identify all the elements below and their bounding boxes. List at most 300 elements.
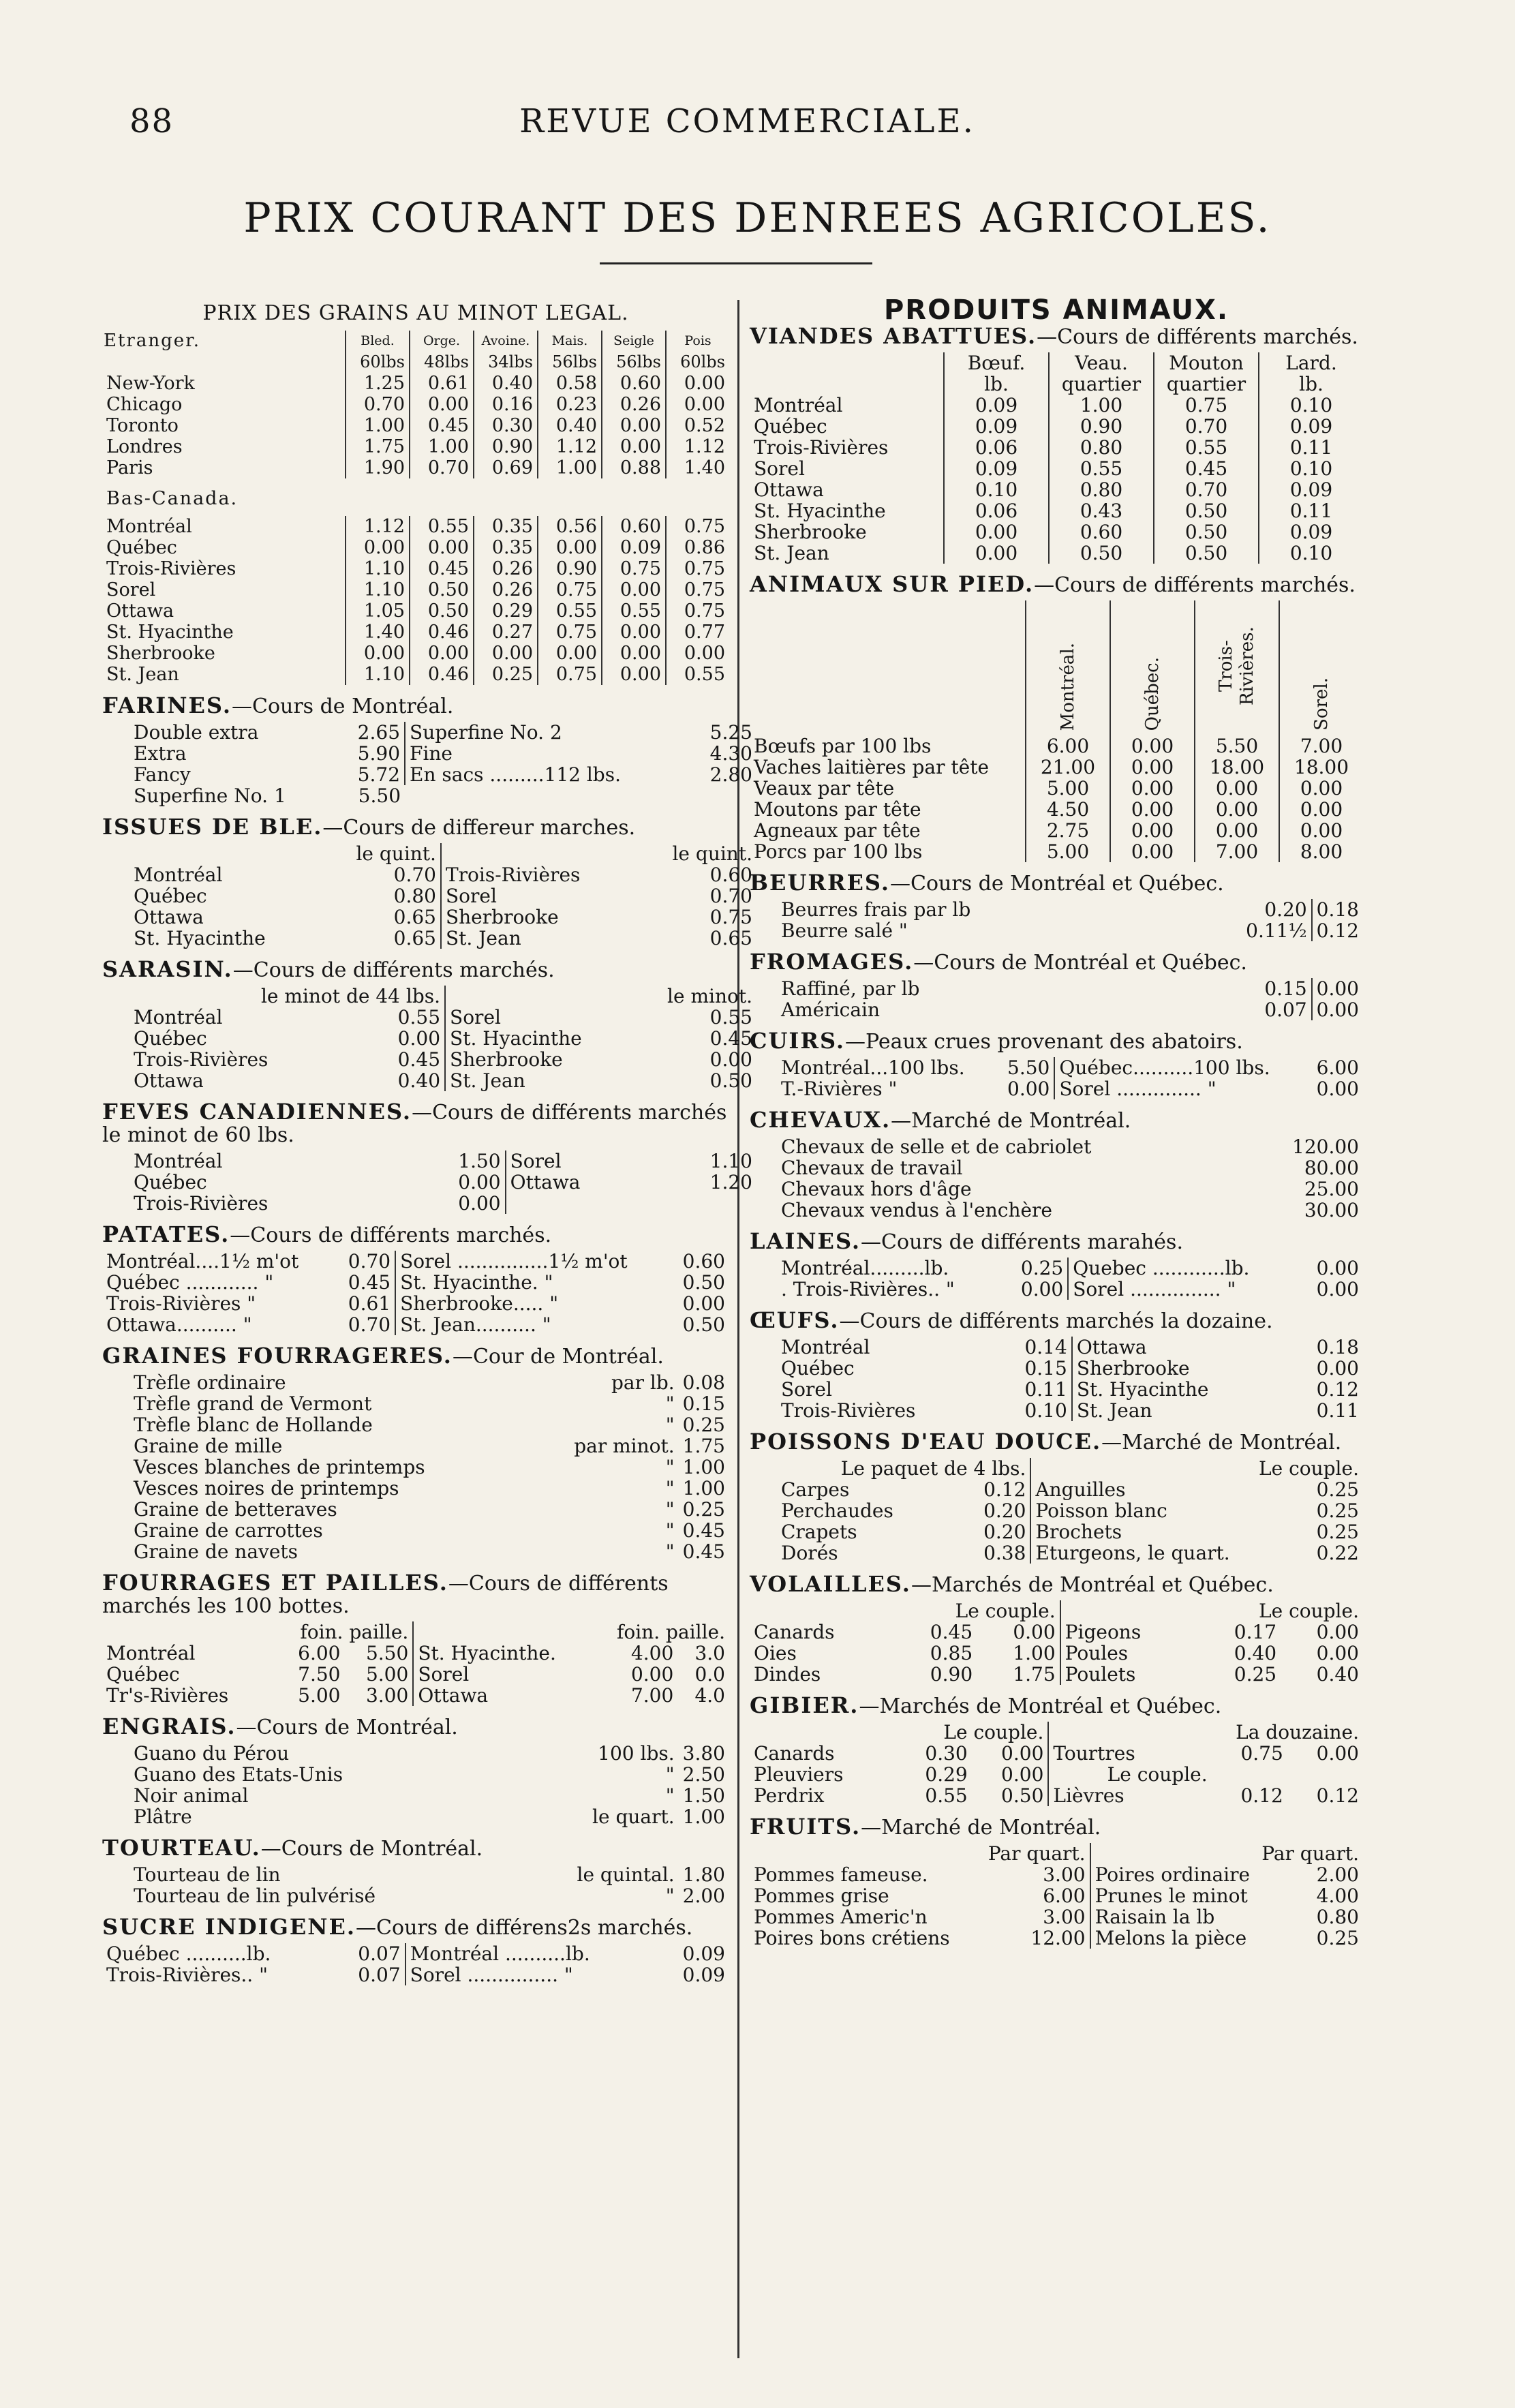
item-label: Sorel	[445, 1007, 674, 1028]
grains-row	[102, 622, 729, 643]
viandes-price: 0.10	[1259, 458, 1363, 479]
animaux-item: Vaches laitières par tête	[754, 756, 990, 778]
item-label: Canards	[754, 1621, 835, 1643]
item-price: 0.60	[682, 1250, 725, 1272]
tourteau-title: TOURTEAU.	[102, 1835, 261, 1861]
grains-unit: 56lbs	[602, 352, 666, 373]
item-value: "	[665, 1456, 675, 1478]
item-price: 0.65	[709, 927, 752, 949]
grains-col-header: Orge.	[410, 331, 474, 352]
animaux-title: ANIMAUX SUR PIED.	[750, 571, 1035, 597]
item-label: Trèfle ordinaire	[134, 1371, 286, 1394]
item-label: Guano du Pérou	[134, 1742, 290, 1765]
chevaux-table	[777, 1136, 1363, 1221]
item-value: 0.18	[1312, 899, 1363, 920]
table-row	[102, 1685, 729, 1706]
item-label: Graine de betteraves	[134, 1498, 337, 1521]
item-price: 1.50	[458, 1150, 501, 1172]
volailles-heading	[750, 1573, 1363, 1596]
unit-label: Le couple.	[1048, 1764, 1211, 1785]
animaux-col-header	[1026, 600, 1110, 735]
viandes-col-header: Lard.	[1259, 352, 1363, 374]
units-row	[129, 986, 756, 1007]
item-label: Tr's-Rivières	[106, 1684, 229, 1707]
patates-heading	[102, 1223, 729, 1247]
item-value: 0.20	[1264, 898, 1307, 921]
table-row	[750, 1621, 1363, 1643]
animaux-price: 0.00	[1110, 778, 1195, 799]
viandes-price: 0.55	[1049, 458, 1154, 479]
animaux-price: 0.00	[1195, 778, 1279, 799]
item-value: 0.00	[1001, 1763, 1044, 1786]
item-price: 0.00	[1316, 1278, 1359, 1300]
item-price: 0.07	[358, 1942, 401, 1965]
grains-row	[102, 579, 729, 600]
item-label: St. Hyacinthe. "	[395, 1272, 670, 1293]
item-price: 0.07	[358, 1964, 401, 1986]
grains-price: 0.69	[474, 457, 538, 478]
animaux-price: 2.75	[1026, 820, 1110, 841]
item-value: le quintal.	[577, 1863, 675, 1886]
item-value: 1.00	[682, 1456, 725, 1478]
item-price: 0.22	[1316, 1542, 1359, 1564]
table-row	[129, 1372, 729, 1393]
fruits-title: FRUITS.	[750, 1814, 861, 1840]
page-title: PRIX COURANT DES DENREES AGRICOLES.	[243, 194, 1272, 242]
grains-price: 0.46	[410, 622, 474, 643]
grains-price: 0.50	[410, 579, 474, 600]
oeufs-table	[777, 1337, 1363, 1421]
grains-price: 0.52	[666, 415, 729, 436]
item-price: 0.70	[709, 885, 752, 907]
table-row	[129, 722, 756, 743]
item-label: Montréal	[134, 864, 223, 886]
gibier-heading	[750, 1694, 1363, 1718]
item-label: Québec	[134, 1027, 207, 1050]
viandes-units-row	[750, 374, 1363, 395]
viandes-price: 0.60	[1049, 521, 1154, 543]
grains-price: 0.00	[346, 643, 410, 664]
fruits-subtitle: —Marché de Montréal.	[861, 1816, 1101, 1840]
table-row	[102, 1251, 729, 1272]
sarasin-table	[129, 986, 756, 1091]
item-label: Québec ..........lb.	[106, 1942, 271, 1965]
oeufs-subtitle: —Cours de différents marchés la dozaine.	[839, 1309, 1273, 1333]
column-divider	[737, 300, 739, 2358]
grains-price: 0.00	[602, 622, 666, 643]
viandes-price: 0.11	[1259, 437, 1363, 458]
item-price: 0.12	[983, 1478, 1026, 1501]
grains-col-header: Mais.	[538, 331, 602, 352]
table-row	[129, 1743, 729, 1764]
item-price: 0.00	[1316, 1357, 1359, 1380]
grains-price: 0.35	[474, 516, 538, 537]
item-price: 0.14	[1024, 1336, 1067, 1358]
viandes-col-header: Mouton	[1154, 352, 1259, 374]
item-label: Canards	[754, 1742, 835, 1765]
grains-price: 0.00	[666, 373, 729, 394]
item-price: 0.20	[983, 1499, 1026, 1522]
item-price: 0.40	[397, 1069, 441, 1092]
grains-unit: 48lbs	[410, 352, 474, 373]
grains-price: 0.56	[538, 516, 602, 537]
grains-price: 0.09	[602, 537, 666, 558]
item-label: Vesces noires de printemps	[134, 1477, 399, 1499]
table-row	[129, 1049, 756, 1070]
viandes-price: 0.10	[1259, 395, 1363, 416]
unit-label: Par quart.	[988, 1842, 1086, 1865]
table-row	[777, 899, 1363, 920]
unit-label: Le couple.	[943, 1721, 1044, 1743]
grains-price: 1.75	[346, 436, 410, 457]
item-price: 0.38	[983, 1542, 1026, 1564]
grains-price: 0.26	[602, 394, 666, 415]
item-value: "	[665, 1763, 675, 1786]
item-label: Double extra	[134, 721, 259, 744]
item-price: 0.11	[1024, 1378, 1067, 1401]
grains-market: Londres	[106, 436, 183, 457]
cuirs-subtitle: —Peaux crues provenant des abatoirs.	[845, 1030, 1243, 1054]
item-label: Pigeons	[1060, 1621, 1199, 1643]
item-value: 0.12	[1316, 1784, 1359, 1807]
gibier-title: GIBIER.	[750, 1692, 859, 1718]
item-price: 0.70	[348, 1313, 391, 1336]
item-label: Extra	[134, 742, 187, 765]
grains-row	[102, 600, 729, 622]
item-label: Sherbrooke..... "	[395, 1293, 670, 1314]
item-label: Raffiné, par lb	[781, 977, 920, 1000]
item-price: 0.50	[709, 1069, 752, 1092]
grains-price: 0.55	[602, 600, 666, 622]
grains-price: 0.86	[666, 537, 729, 558]
item-price: 0.25	[1020, 1257, 1064, 1279]
item-value: 0.40	[1234, 1642, 1277, 1664]
beurres-subtitle: —Cours de Montréal et Québec.	[890, 872, 1224, 896]
table-row	[102, 1293, 729, 1314]
grains-local-body	[102, 516, 729, 685]
item-label: . Trois-Rivières.. "	[781, 1278, 955, 1300]
item-value: 0.45	[682, 1519, 725, 1542]
item-price: 0.65	[393, 906, 436, 928]
farines-title: FARINES.	[102, 692, 232, 718]
grains-market: St. Jean	[106, 664, 179, 685]
item-label: Sorel ............... "	[1068, 1279, 1300, 1300]
table-row	[750, 1906, 1363, 1927]
table-row	[129, 1070, 756, 1091]
feves-title: FEVES CANADIENNES.	[102, 1099, 412, 1125]
grains-group-header: Etranger.	[104, 331, 200, 351]
table-row	[129, 1435, 729, 1457]
table-row	[129, 1806, 729, 1827]
animaux-price: 0.00	[1110, 820, 1195, 841]
item-label: Poires ordinaire	[1090, 1864, 1299, 1885]
units-row	[777, 1458, 1363, 1479]
grains-header-row	[102, 331, 729, 352]
item-price: 0.45	[397, 1048, 441, 1071]
item-value: 5.00	[298, 1684, 341, 1707]
item-value: 3.00	[365, 1684, 409, 1707]
grains-local-header-row	[102, 478, 729, 516]
viandes-table	[750, 352, 1363, 564]
engrais-subtitle: —Cours de Montréal.	[236, 1716, 458, 1739]
item-price: 3.00	[1043, 1906, 1086, 1928]
fourrages-heading	[102, 1572, 729, 1617]
table-row	[129, 1457, 729, 1478]
title-rule	[600, 262, 872, 264]
unit-label: le minot.	[445, 986, 756, 1007]
table-row	[129, 1864, 729, 1885]
unit-label: Le couple.	[1030, 1458, 1363, 1479]
animaux-col-label: Trois-Rivières.	[1216, 626, 1257, 705]
grains-price: 0.00	[410, 394, 474, 415]
viandes-row	[750, 479, 1363, 500]
item-value: 0.00	[1316, 1621, 1359, 1643]
item-value: 0.00	[1312, 999, 1363, 1020]
item-label: Vesces blanches de printemps	[134, 1456, 425, 1478]
item-label: Montréal.........lb.	[781, 1257, 949, 1279]
grains-price: 1.90	[346, 457, 410, 478]
grains-price: 0.26	[474, 558, 538, 579]
table-row	[750, 1643, 1363, 1664]
item-label: Graine de carrottes	[134, 1519, 323, 1542]
animaux-item: Moutons par tête	[754, 798, 921, 821]
grains-price: 0.40	[474, 373, 538, 394]
animaux-subtitle: —Cours de différents marchés.	[1034, 573, 1356, 597]
table-row	[750, 1864, 1363, 1885]
grains-local-header: Bas-Canada.	[106, 488, 239, 509]
animaux-price: 0.00	[1195, 799, 1279, 820]
table-row	[129, 906, 756, 928]
item-label: Eturgeons, le quart.	[1030, 1542, 1296, 1564]
viandes-price: 0.10	[1259, 543, 1363, 564]
grains-price: 1.12	[538, 436, 602, 457]
table-row	[129, 1541, 729, 1562]
viandes-market: Ottawa	[754, 478, 824, 501]
item-price: 0.00	[1020, 1278, 1064, 1300]
grains-row	[102, 394, 729, 415]
item-label: Montréal	[781, 1336, 870, 1358]
item-label: Trois-Rivières.. "	[106, 1964, 268, 1986]
viandes-col-header: Bœuf.	[944, 352, 1049, 374]
item-label: Sorel .............. "	[1054, 1078, 1305, 1099]
item-label: Crapets	[781, 1521, 857, 1543]
page-number: 88	[129, 102, 174, 140]
grains-market: Sherbrooke	[106, 643, 215, 664]
right-column	[750, 294, 1363, 2351]
item-price: 6.00	[1316, 1056, 1359, 1079]
fourrages-subtitle: —Cours de différents marchés les 100 bottes.	[102, 1572, 669, 1618]
beurres-heading	[750, 872, 1363, 895]
grains-price: 0.00	[538, 537, 602, 558]
item-label: Tourtres	[1048, 1743, 1211, 1764]
grains-price: 0.00	[602, 415, 666, 436]
item-price: 0.09	[682, 1964, 725, 1986]
animaux-col-label: Montréal.	[1057, 642, 1078, 731]
animaux-row	[750, 778, 1363, 799]
table-row	[777, 1400, 1363, 1421]
viandes-market: Montréal	[754, 394, 843, 416]
volailles-subtitle: —Marchés de Montréal et Québec.	[910, 1573, 1274, 1597]
grains-price: 0.55	[410, 516, 474, 537]
item-label: Dindes	[754, 1663, 821, 1686]
item-price: 0.12	[1316, 1378, 1359, 1401]
patates-table	[102, 1251, 729, 1335]
gibier-subtitle: —Marchés de Montréal et Québec.	[859, 1694, 1222, 1718]
item-price: 0.15	[1024, 1357, 1067, 1380]
grains-price: 1.00	[346, 415, 410, 436]
item-price: 0.25	[1316, 1499, 1359, 1522]
item-value: 100 lbs.	[598, 1742, 675, 1765]
grains-market: Ottawa	[106, 600, 174, 622]
animaux-price: 4.50	[1026, 799, 1110, 820]
item-label: Ottawa	[506, 1172, 658, 1193]
poissons-table	[777, 1458, 1363, 1564]
item-label: Ottawa	[413, 1685, 610, 1706]
table-row	[129, 1028, 756, 1049]
grains-price: 0.75	[538, 622, 602, 643]
laines-table	[777, 1258, 1363, 1300]
table-row	[129, 1499, 729, 1520]
fruits-table	[750, 1843, 1363, 1949]
item-value: 0.25	[1234, 1663, 1277, 1686]
animaux-col-header	[1195, 600, 1279, 735]
table-row	[777, 999, 1363, 1020]
grains-market: Sorel	[106, 579, 156, 600]
item-label: St. Hyacinthe.	[413, 1643, 610, 1664]
item-price: 0.00	[1316, 1078, 1359, 1100]
item-value: 0.15	[1264, 977, 1307, 1000]
table-row	[777, 920, 1363, 941]
viandes-title: VIANDES ABATTUES.	[750, 323, 1037, 349]
item-value: 5.00	[365, 1663, 409, 1686]
table-row	[129, 785, 756, 806]
unit-label: Le couple.	[955, 1600, 1056, 1622]
item-label: Trois-Rivières	[134, 1048, 269, 1071]
item-value: 0.00	[1312, 978, 1363, 999]
feves-table	[129, 1150, 756, 1214]
sarasin-title: SARASIN.	[102, 956, 233, 982]
unit-label: Le couple.	[1060, 1600, 1363, 1621]
viandes-row	[750, 458, 1363, 479]
issues-table	[129, 843, 756, 949]
item-label: Oies	[754, 1642, 797, 1664]
item-price: 0.00	[1316, 1257, 1359, 1279]
grains-table	[102, 331, 729, 685]
animaux-price: 5.00	[1026, 841, 1110, 862]
grains-price: 0.26	[474, 579, 538, 600]
table-row	[129, 1520, 729, 1541]
grains-market: Toronto	[106, 415, 179, 436]
item-label: Québec	[106, 1663, 180, 1686]
animaux-header-row	[750, 600, 1363, 735]
item-value: 1.50	[682, 1784, 725, 1807]
animaux-item: Bœufs par 100 lbs	[754, 735, 932, 757]
item-label	[506, 1193, 658, 1214]
item-price: 0.00	[458, 1171, 501, 1193]
grains-market: Montréal	[106, 516, 192, 537]
item-value	[1287, 1764, 1363, 1785]
item-label: Chevaux vendus à l'enchère	[781, 1199, 1053, 1221]
item-label: Ottawa	[1072, 1337, 1286, 1358]
item-label: Pommes Americ'n	[754, 1906, 928, 1928]
item-price: 5.25	[709, 721, 752, 744]
animaux-price: 0.00	[1195, 820, 1279, 841]
item-value: 1.80	[682, 1863, 725, 1886]
oeufs-heading	[750, 1309, 1363, 1332]
grains-price: 0.55	[666, 664, 729, 685]
viandes-price: 0.00	[944, 543, 1049, 564]
table-row	[129, 1764, 729, 1785]
table-row	[129, 1785, 729, 1806]
item-value: "	[665, 1885, 675, 1907]
item-value: "	[665, 1392, 675, 1415]
sucre-title: SUCRE INDIGENE.	[102, 1914, 356, 1940]
unit-label: foin. paille.	[300, 1621, 409, 1643]
animaux-price: 0.00	[1110, 735, 1195, 757]
item-price: 12.00	[1030, 1927, 1086, 1949]
item-price: 0.10	[1024, 1399, 1067, 1422]
grains-price: 0.70	[410, 457, 474, 478]
item-value: 30.00	[1304, 1199, 1359, 1221]
item-value: 1.00	[1013, 1642, 1056, 1664]
volailles-title: VOLAILLES.	[750, 1571, 911, 1597]
table-row	[102, 1314, 729, 1335]
item-label: Raisain la lb	[1090, 1906, 1299, 1927]
item-price: 0.00	[397, 1027, 441, 1050]
viandes-price: 0.09	[944, 416, 1049, 437]
item-value: 0.45	[682, 1540, 725, 1563]
item-value: 0.25	[682, 1414, 725, 1436]
animaux-price: 8.00	[1279, 841, 1363, 862]
item-price: 0.55	[709, 1006, 752, 1028]
viandes-subtitle: —Cours de différents marchés.	[1037, 325, 1358, 349]
animaux-body	[750, 735, 1363, 862]
grains-price: 1.12	[666, 436, 729, 457]
table-row	[777, 1500, 1363, 1521]
farines-subtitle: —Cours de Montréal.	[231, 695, 454, 718]
animaux-heading	[750, 573, 1363, 596]
item-label: St. Hyacinthe	[134, 927, 266, 949]
item-label: Sorel	[781, 1378, 832, 1401]
viandes-unit: lb.	[944, 374, 1049, 395]
tourteau-subtitle: —Cours de Montréal.	[260, 1837, 483, 1861]
fromages-table	[777, 978, 1363, 1020]
unit-label: La douzaine.	[1048, 1722, 1363, 1743]
item-value: 0.40	[1316, 1663, 1359, 1686]
grains-price: 1.05	[346, 600, 410, 622]
grains-price: 0.46	[410, 664, 474, 685]
grains-price: 0.25	[474, 664, 538, 685]
item-price: 4.30	[709, 742, 752, 765]
item-value: 2.50	[682, 1763, 725, 1786]
viandes-price: 0.75	[1154, 395, 1259, 416]
laines-subtitle: —Cours de différents marahés.	[861, 1230, 1183, 1254]
grains-price: 0.00	[666, 643, 729, 664]
item-price: 0.25	[1316, 1927, 1359, 1949]
item-price: 0.00	[709, 1048, 752, 1071]
item-label: Sherbrooke	[441, 906, 674, 928]
item-price: 6.00	[1043, 1885, 1086, 1907]
item-value: 6.00	[298, 1642, 341, 1664]
engrais-table	[129, 1743, 729, 1827]
graines-heading	[102, 1345, 729, 1368]
item-label: Melons la pièce	[1090, 1927, 1299, 1949]
item-label: Brochets	[1030, 1521, 1296, 1542]
table-row	[777, 1479, 1363, 1500]
animaux-col-label: Sorel.	[1311, 677, 1332, 731]
units-row	[750, 1722, 1363, 1743]
unit-label: le minot de 44 lbs.	[260, 985, 441, 1007]
